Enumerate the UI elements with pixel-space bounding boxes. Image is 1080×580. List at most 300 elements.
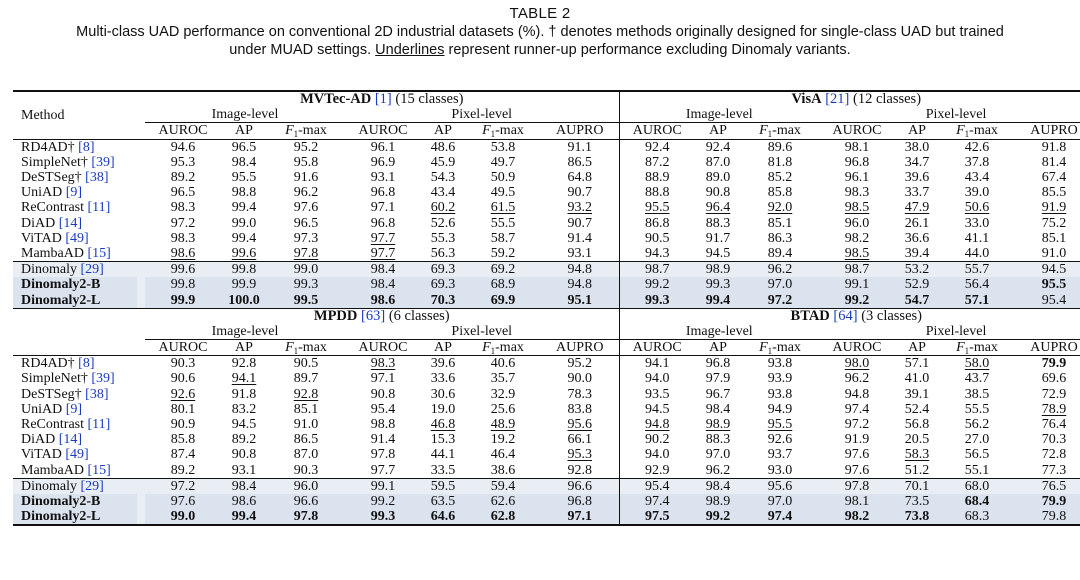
value-cell: 88.9: [619, 170, 695, 185]
value-cell: 37.8: [964, 154, 990, 170]
value-cell: 98.4: [705, 401, 731, 417]
table-row: [13, 139, 1080, 155]
value-cell: 55.5: [964, 401, 990, 417]
method-name: RD4AD†: [21, 139, 75, 155]
metric-header: AP: [434, 340, 452, 356]
value-cell: 38.0: [895, 139, 939, 155]
table-caption: [0, 4, 1080, 59]
method-cite: [11]: [84, 200, 111, 216]
value-cell: 94.5: [231, 417, 257, 433]
method-cite: [38]: [81, 386, 109, 402]
metric-header-row: [13, 340, 1080, 356]
value-cell: 43.7: [964, 371, 990, 387]
value-cell: 99.0: [145, 509, 221, 525]
value-cell: 69.3: [421, 262, 465, 278]
value-cell: 67.4: [1041, 170, 1067, 186]
value-cell: 86.8: [619, 216, 695, 231]
method-name: Dinomaly: [21, 478, 77, 494]
value-cell: 80.1: [170, 401, 196, 417]
value-cell: 96.8: [370, 215, 396, 231]
table-row: [13, 509, 1080, 525]
value-cell: 87.2: [619, 155, 695, 170]
method-name: Dinomaly2-B: [21, 493, 101, 509]
method-cite: [8]: [74, 139, 95, 155]
method-cell: [13, 262, 137, 278]
table-row: [13, 246, 1080, 262]
value-cell: 52.6: [430, 215, 456, 231]
value-cell: 57.1: [939, 292, 1015, 308]
value-cell: 90.8: [705, 185, 731, 201]
value-cell: 92.8: [293, 386, 319, 402]
value-cell: 93.1: [231, 462, 257, 478]
gap: [137, 387, 145, 402]
pixel-level-header: Pixel-level: [345, 324, 619, 340]
value-cell: 99.2: [695, 509, 741, 525]
gap: [137, 262, 145, 278]
value-cell: 99.6: [145, 262, 221, 278]
method-name: DeSTSeg†: [21, 170, 82, 186]
value-cell: 91.7: [705, 230, 731, 246]
method-cell: [13, 292, 137, 308]
value-cell: 90.5: [267, 356, 345, 372]
value-cell: 19.2: [490, 432, 516, 448]
value-cell: 85.8: [767, 185, 793, 201]
value-cell: 93.1: [370, 170, 396, 186]
value-cell: 94.8: [541, 277, 619, 292]
method-name: Dinomaly2-B: [21, 277, 101, 293]
value-cell: 55.7: [939, 262, 1015, 278]
value-cell: 93.1: [567, 245, 592, 261]
value-cell: 73.8: [895, 509, 939, 525]
value-cell: 97.4: [741, 509, 819, 525]
value-cell: 94.5: [705, 245, 731, 261]
method-name: MambaAD: [21, 462, 84, 478]
value-cell: 98.4: [695, 478, 741, 494]
value-cell: 91.8: [1015, 139, 1080, 155]
value-cell: 99.2: [619, 277, 695, 292]
method-name: Dinomaly2-L: [21, 292, 101, 308]
value-cell: 94.5: [1015, 262, 1080, 278]
value-cell: 99.1: [345, 478, 421, 494]
method-cell: [13, 185, 137, 200]
value-cell: 83.8: [567, 401, 592, 417]
value-cell: 92.0: [767, 200, 793, 216]
caption-line-2: [0, 41, 1080, 59]
value-cell: 62.8: [465, 509, 541, 525]
method-cell: [13, 417, 137, 432]
value-cell: 50.6: [964, 200, 990, 216]
dataset-cite: [21]: [825, 91, 850, 108]
value-cell: 99.4: [231, 230, 257, 246]
value-cell: 93.0: [767, 462, 793, 478]
table-row: [13, 494, 1080, 509]
value-cell: 56.5: [964, 447, 990, 463]
value-cell: 98.4: [231, 154, 257, 170]
value-cell: 39.1: [904, 386, 930, 402]
value-cell: 96.2: [844, 371, 870, 387]
value-cell: 99.6: [231, 245, 257, 261]
value-cell: 99.0: [267, 262, 345, 278]
value-cell: 95.8: [293, 154, 319, 170]
table-row: [13, 387, 1080, 402]
value-cell: 70.3: [421, 292, 465, 308]
caption-line-2-b: represent runner-up performance excluding Dinomaly variants.: [444, 42, 851, 58]
gap: [137, 494, 145, 509]
method-cite: [39]: [87, 371, 115, 387]
value-cell: 96.5: [293, 215, 319, 231]
pixel-level-header: Pixel-level: [345, 107, 619, 123]
value-cell: 94.0: [619, 371, 695, 386]
method-cell: [13, 356, 137, 372]
dataset-title-mpdd: [145, 308, 619, 324]
method-name: RD4AD†: [21, 356, 75, 372]
value-cell: 68.4: [939, 494, 1015, 509]
value-cell: 93.5: [619, 387, 695, 402]
value-cell: 41.0: [904, 371, 930, 387]
value-cell: 97.7: [370, 245, 396, 261]
gap: [137, 200, 145, 215]
value-cell: 99.2: [819, 292, 895, 308]
value-cell: 98.8: [370, 417, 396, 433]
value-cell: 55.3: [430, 230, 456, 246]
value-cell: 94.1: [231, 371, 257, 387]
table-row: [13, 402, 1080, 417]
method-cite: [9]: [62, 401, 83, 417]
value-cell: 64.6: [421, 509, 465, 525]
value-cell: 95.1: [541, 292, 619, 308]
value-cell: 96.2: [705, 462, 731, 478]
value-cell: 89.2: [231, 432, 257, 448]
metric-header: $F_1-\max$: [759, 123, 801, 140]
value-cell: 39.4: [904, 245, 930, 261]
value-cell: 75.2: [1041, 215, 1067, 231]
value-cell: 97.4: [844, 401, 870, 417]
value-cell: 91.9: [1041, 200, 1067, 216]
value-cell: 93.8: [741, 356, 819, 372]
method-header: Method: [13, 91, 137, 139]
value-cell: 98.6: [170, 245, 196, 261]
method-cell: [13, 463, 137, 479]
value-cell: 99.8: [145, 277, 221, 292]
level-header-row: [13, 107, 1080, 123]
method-cell: [13, 231, 137, 246]
value-cell: 97.8: [293, 245, 319, 261]
value-cell: 98.0: [819, 356, 895, 372]
method-name: ViTAD: [21, 447, 62, 463]
value-cell: 79.9: [1015, 356, 1080, 372]
value-cell: 94.3: [619, 246, 695, 262]
value-cell: 46.8: [430, 417, 456, 433]
level-header-row: [13, 324, 1080, 340]
table-row: [13, 371, 1080, 386]
value-cell: 72.8: [1041, 447, 1067, 463]
method-cell: [13, 200, 137, 215]
value-cell: 96.9: [370, 154, 396, 170]
value-cell: 98.7: [619, 262, 695, 278]
value-cell: 92.8: [567, 462, 592, 478]
dataset-title-visa: [619, 91, 1080, 107]
value-cell: 86.5: [293, 432, 319, 448]
value-cell: 94.0: [619, 447, 695, 462]
value-cell: 97.0: [741, 277, 819, 292]
metric-header: AUROC: [619, 123, 695, 139]
value-cell: 96.8: [370, 185, 396, 201]
value-cell: 72.9: [1041, 386, 1067, 402]
metric-header: AUPRO: [556, 123, 604, 139]
method-cite: [29]: [77, 262, 104, 278]
metric-header: AP: [434, 123, 452, 139]
value-cell: 49.5: [490, 185, 516, 201]
caption-underlines-word: Underlines: [375, 42, 445, 58]
value-cell: 96.8: [541, 494, 619, 509]
value-cell: 98.1: [819, 139, 895, 155]
value-cell: 97.2: [844, 417, 870, 433]
value-cell: 97.2: [741, 292, 819, 308]
value-cell: 99.5: [267, 292, 345, 308]
value-cell: 94.8: [844, 386, 870, 402]
value-cell: 55.5: [490, 215, 516, 231]
value-cell: 83.2: [231, 401, 257, 417]
value-cell: 90.3: [145, 356, 221, 372]
value-cell: 96.1: [345, 139, 421, 155]
value-cell: 95.2: [267, 139, 345, 155]
method-cite: [11]: [84, 417, 111, 433]
value-cell: 88.3: [705, 215, 731, 231]
method-cite: [15]: [84, 245, 111, 261]
table-row: [13, 200, 1080, 215]
dataset-classes: (12 classes): [852, 91, 922, 108]
dataset-header-row: [13, 91, 1080, 107]
value-cell: 78.9: [1041, 401, 1067, 417]
value-cell: 27.0: [964, 432, 990, 448]
dataset-title-btad: [619, 308, 1080, 324]
value-cell: 97.4: [619, 494, 695, 509]
method-cite: [29]: [77, 478, 104, 494]
value-cell: 76.5: [1015, 478, 1080, 494]
metric-header: AP: [908, 123, 926, 139]
dataset-classes: (6 classes): [388, 308, 450, 324]
value-cell: 96.5: [170, 185, 196, 201]
value-cell: 98.5: [844, 200, 870, 216]
value-cell: 54.7: [895, 292, 939, 308]
metric-header: AUROC: [158, 340, 208, 356]
value-cell: 95.5: [767, 417, 793, 433]
table-row: [13, 478, 1080, 494]
value-cell: 98.9: [695, 494, 741, 509]
gap: [137, 231, 145, 246]
results-table: [13, 90, 1080, 526]
value-cell: 98.9: [705, 417, 731, 433]
value-cell: 30.6: [430, 386, 456, 402]
value-cell: 97.0: [705, 447, 731, 463]
value-cell: 97.2: [145, 478, 221, 494]
value-cell: 91.0: [293, 417, 319, 433]
image-level-header: Image-level: [145, 107, 345, 123]
value-cell: 97.8: [819, 478, 895, 494]
value-cell: 85.8: [170, 432, 196, 448]
method-name: UniAD: [21, 185, 63, 201]
value-cell: 48.6: [421, 139, 465, 155]
value-cell: 95.4: [1015, 292, 1080, 308]
value-cell: 66.1: [567, 432, 592, 448]
gap: [137, 463, 145, 479]
metric-header: AUROC: [358, 123, 408, 139]
method-cell: [13, 432, 137, 447]
value-cell: 20.5: [904, 432, 930, 448]
value-cell: 33.0: [964, 215, 990, 231]
value-cell: 85.1: [767, 215, 793, 231]
table-row: [13, 356, 1080, 372]
value-cell: 33.5: [430, 462, 456, 478]
value-cell: 92.4: [695, 139, 741, 155]
value-cell: 96.0: [844, 215, 870, 231]
metric-header: $F_1-\max$: [759, 340, 801, 356]
value-cell: 58.7: [490, 230, 516, 246]
value-cell: 55.1: [964, 462, 990, 478]
value-cell: 98.3: [170, 200, 196, 216]
dataset-header-row: [13, 308, 1080, 324]
metric-header: AP: [235, 340, 253, 356]
dataset-name: MVTec-AD: [300, 91, 372, 108]
value-cell: 47.9: [904, 200, 930, 216]
method-name: DiAD: [21, 215, 56, 231]
value-cell: 15.3: [430, 432, 456, 448]
dataset-cite: [64]: [833, 308, 858, 324]
gap: [137, 417, 145, 432]
value-cell: 78.3: [567, 386, 592, 402]
value-cell: 85.2: [767, 170, 793, 186]
method-cell: [13, 447, 137, 462]
value-cell: 26.1: [904, 215, 930, 231]
value-cell: 89.2: [170, 462, 196, 478]
metric-header: $F_1-\max$: [956, 123, 998, 140]
value-cell: 90.2: [619, 432, 695, 447]
gap: [137, 277, 145, 292]
value-cell: 88.3: [705, 432, 731, 448]
value-cell: 69.9: [465, 292, 541, 308]
method-cell: [13, 478, 137, 494]
method-cite: [15]: [84, 462, 111, 478]
value-cell: 79.8: [1015, 509, 1080, 525]
gap: [137, 246, 145, 262]
value-cell: 90.8: [231, 447, 257, 463]
method-cite: [14]: [55, 215, 83, 231]
value-cell: 46.4: [490, 447, 516, 463]
value-cell: 91.8: [231, 386, 257, 402]
method-name: ReContrast: [21, 417, 84, 433]
value-cell: 96.1: [844, 170, 870, 186]
value-cell: 97.7: [370, 230, 396, 246]
value-cell: 86.3: [767, 230, 793, 246]
value-cell: 96.0: [267, 478, 345, 494]
value-cell: 98.4: [221, 478, 267, 494]
value-cell: 89.7: [293, 371, 319, 387]
value-cell: 97.9: [705, 371, 731, 387]
gap: [137, 509, 145, 525]
value-cell: 62.6: [465, 494, 541, 509]
value-cell: 69.3: [421, 277, 465, 292]
dataset-cite: [1]: [374, 91, 392, 108]
value-cell: 93.2: [567, 200, 592, 216]
value-cell: 85.5: [1041, 185, 1067, 201]
method-cell: [13, 155, 137, 170]
value-cell: 85.1: [1041, 230, 1067, 246]
method-cite: [8]: [74, 356, 95, 372]
value-cell: 94.1: [619, 356, 695, 372]
value-cell: 87.0: [293, 447, 319, 463]
value-cell: 77.3: [1041, 462, 1067, 478]
value-cell: 39.6: [904, 170, 930, 186]
value-cell: 52.9: [895, 277, 939, 292]
value-cell: 99.3: [345, 509, 421, 525]
table-row: [13, 185, 1080, 200]
gap: [137, 170, 145, 185]
dataset-classes: (3 classes): [861, 308, 922, 324]
method-name: SimpleNet†: [21, 154, 88, 170]
value-cell: 69.6: [1041, 371, 1067, 387]
value-cell: 70.3: [1041, 432, 1067, 448]
value-cell: 90.5: [619, 231, 695, 246]
value-cell: 90.7: [567, 215, 592, 231]
value-cell: 53.8: [465, 139, 541, 155]
value-cell: 57.1: [895, 356, 939, 372]
value-cell: 70.1: [895, 478, 939, 494]
table-row: [13, 447, 1080, 462]
method-cite: [14]: [55, 432, 83, 448]
method-name: SimpleNet†: [21, 371, 88, 387]
table-row: [13, 277, 1080, 292]
value-cell: 63.5: [421, 494, 465, 509]
value-cell: 95.5: [1015, 277, 1080, 292]
value-cell: 52.4: [904, 401, 930, 417]
dataset-title-mvtec: [145, 91, 619, 107]
value-cell: 53.2: [895, 262, 939, 278]
value-cell: 99.8: [221, 262, 267, 278]
value-cell: 98.7: [819, 262, 895, 278]
value-cell: 68.3: [939, 509, 1015, 525]
value-cell: 96.7: [705, 386, 731, 402]
value-cell: 56.4: [939, 277, 1015, 292]
value-cell: 89.4: [767, 245, 793, 261]
metric-header: AP: [709, 340, 727, 356]
metric-header: AUROC: [832, 340, 882, 356]
value-cell: 98.3: [345, 356, 421, 372]
image-level-header: Image-level: [145, 324, 345, 340]
method-cite: [9]: [62, 185, 83, 201]
value-cell: 99.4: [221, 509, 267, 525]
table-row: [13, 417, 1080, 432]
value-cell: 90.3: [293, 462, 319, 478]
value-cell: 59.2: [490, 245, 516, 261]
value-cell: 96.8: [844, 154, 870, 170]
value-cell: 38.6: [490, 462, 516, 478]
value-cell: 39.0: [964, 185, 990, 201]
value-cell: 98.2: [819, 509, 895, 525]
table-row: [13, 170, 1080, 185]
value-cell: 95.6: [567, 417, 592, 433]
value-cell: 32.9: [490, 386, 516, 402]
gap: [137, 478, 145, 494]
gap: [137, 356, 145, 372]
value-cell: 95.6: [741, 478, 819, 494]
method-name: DiAD: [21, 432, 56, 448]
value-cell: 90.6: [170, 371, 196, 387]
value-cell: 94.9: [767, 401, 793, 417]
pixel-level-header: Pixel-level: [819, 107, 1080, 123]
value-cell: 98.6: [345, 292, 421, 308]
value-cell: 81.8: [767, 154, 793, 170]
value-cell: 98.2: [844, 230, 870, 246]
